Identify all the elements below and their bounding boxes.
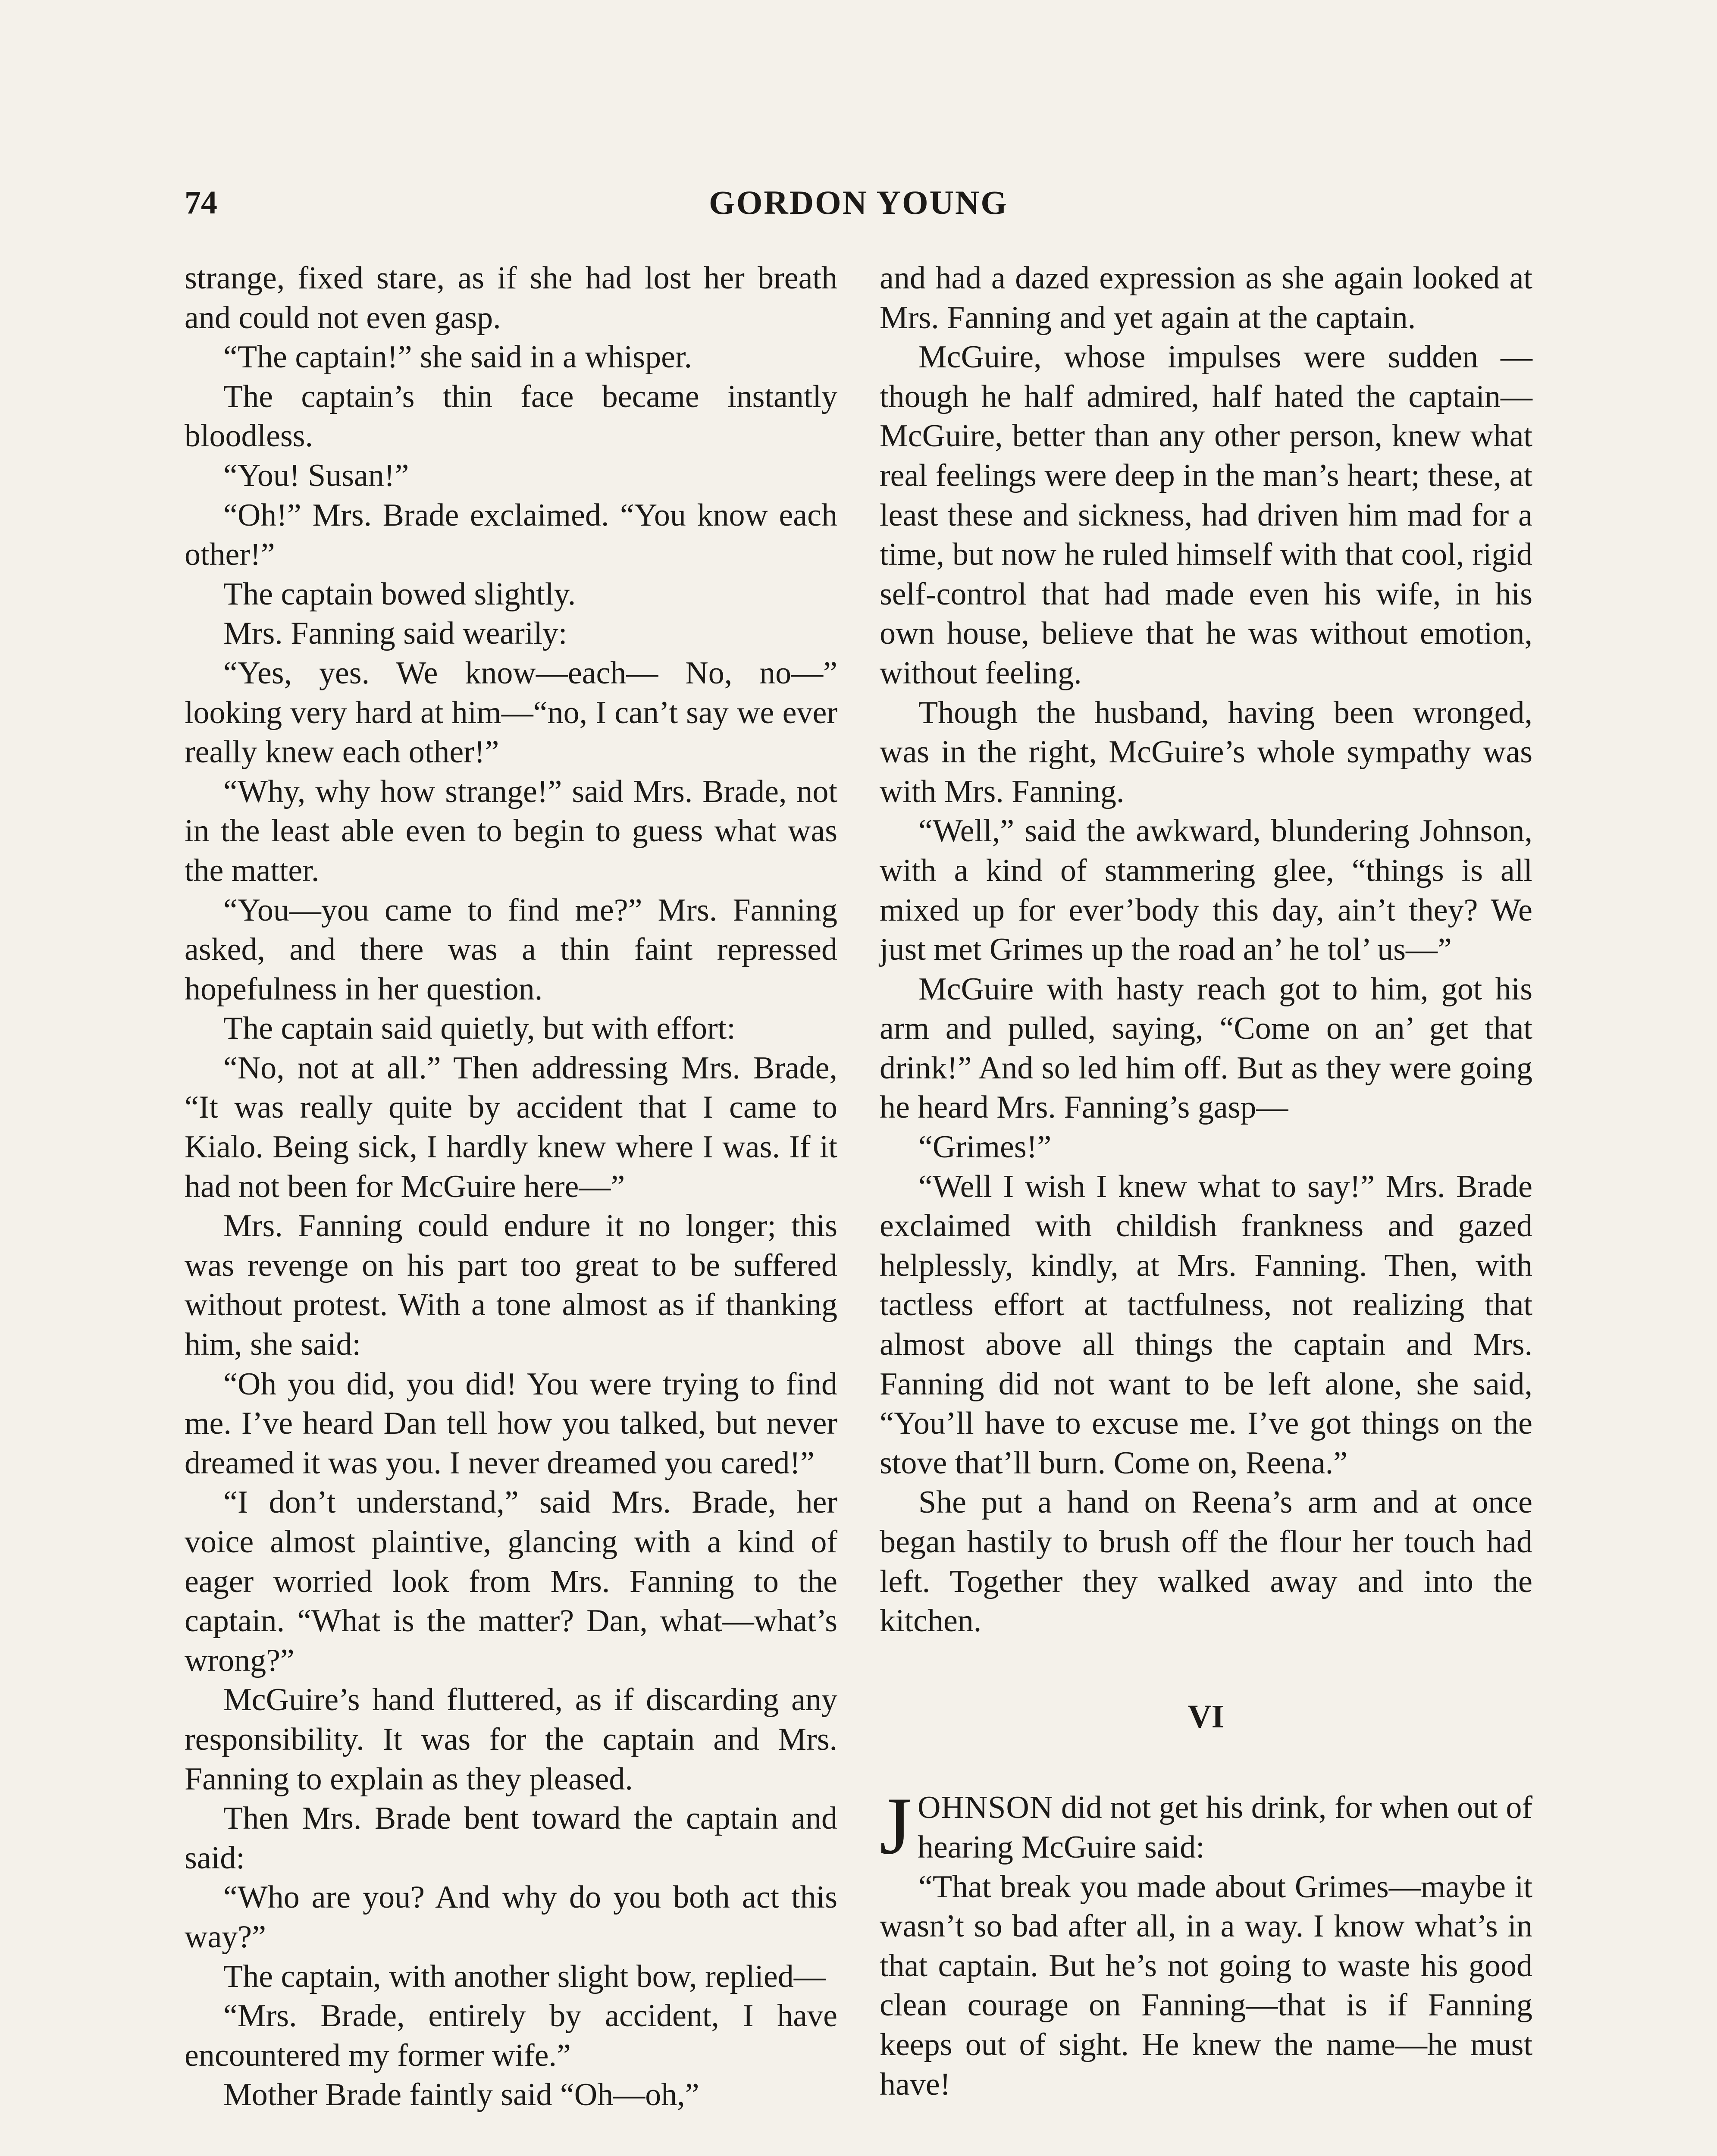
paragraph: The captain bowed slightly. [223,576,576,612]
paragraph: “The captain!” she said in a whisper. [223,339,692,375]
paragraph: Mother Brade faintly said “Oh—oh,” [223,2077,699,2113]
paragraph: McGuire, whose impulses were sudden —though he half admired, half hated the captain—McGuire, better than any other person, knew what real feelings were deep in the man’s heart; these, at least these and sickness, had driven him mad for a time, but now he ruled himself with that cool, rigid self-control that had made even his wife, in his own house, believe that he was without emotion, without feeling. [880,339,1532,691]
right-column [880,259,1532,2104]
dropcap-word-rest: OHNSON [917,1790,1053,1826]
paragraph: strange, fixed stare, as if she had lost her breath and could not even gasp. [185,260,837,335]
paragraph: “Oh!” Mrs. Brade exclaimed. “You know each other!” [185,497,837,573]
paragraph: “You! Susan!” [223,458,409,493]
dropcap-paragraph-text: did not get his drink, for when out of hearing McGuire said: [917,1790,1532,1865]
paragraph: Then Mrs. Brade bent toward the captain and said: [185,1801,837,1876]
paragraph: The captain said quietly, but with effort: [223,1011,736,1047]
paragraph: “Mrs. Brade, entirely by accident, I have encountered my former wife.” [185,1998,837,2073]
paragraph: and had a dazed expression as she again looked at Mrs. Fanning and yet again at the captain. [880,260,1532,335]
paragraph: McGuire’s hand fluttered, as if discarding any responsibility. It was for the captain and Mrs. Fanning to explain as they pleased. [185,1682,837,1797]
right-column-text-before-heading [880,259,1532,1641]
dropcap-letter: J [880,1781,912,1872]
paragraph: “Who are you? And why do you both act this way?” [185,1880,837,1955]
running-title: GORDON YOUNG [709,184,1008,221]
section-heading: VI [1187,1698,1225,1735]
right-column-text-after-heading [880,1868,1532,2105]
paragraph: “Oh you did, you did! You were trying to find me. I’ve heard Dan tell how you talked, but never dreamed it was you. I never dreamed you cared!” [185,1366,837,1481]
paragraph: The captain’s thin face became instantly bloodless. [185,379,837,454]
paragraph: The captain, with another slight bow, replied— [223,1959,826,1994]
paragraph: Mrs. Fanning said wearily: [223,616,567,652]
paragraph: “You—you came to find me?” Mrs. Fanning asked, and there was a thin faint repressed hopefulness in her question. [185,892,837,1007]
paragraph: She put a hand on Reena’s arm and at once began hastily to brush off the flour her touch had left. Together they walked away and into the kitchen. [880,1485,1532,1639]
dropcap-paragraph [880,1781,1532,1872]
left-column [185,259,837,2115]
paragraph: “Grimes!” [918,1129,1052,1165]
paragraph: “Well I wish I knew what to say!” Mrs. Brade exclaimed with childish frankness and gazed helplessly, kindly, at Mrs. Fanning. Then, with tactless effort at tactfulness, not realizing that almost above all things the captain and Mrs. Fanning did not want to be left alone, she said, “You’ll have to excuse me. I’ve got things on the stove that’ll burn. Come on, Reena.” [880,1169,1532,1481]
paragraph: “That break you made about Grimes—maybe it wasn’t so bad after all, in a way. I know what’s in that captain. But he’s not going to waste his good clean courage on Fanning—that is if Fanning keeps out of sight. He knew the name—he must have! [880,1869,1532,2102]
paragraph: “Why, why how strange!” said Mrs. Brade, not in the least able even to begin to guess what was the matter. [185,774,837,888]
paragraph: Though the husband, having been wronged, was in the right, McGuire’s whole sympathy was with Mrs. Fanning. [880,695,1532,809]
paragraph: “Yes, yes. We know—each— No, no—” looking very hard at him—“no, I can’t say we ever really knew each other!” [185,655,837,770]
paragraph: Mrs. Fanning could endure it no longer; this was revenge on his part too great to be suffered without protest. With a tone almost as if thanking him, she said: [185,1208,837,1363]
paragraph: McGuire with hasty reach got to him, got his arm and pulled, saying, “Come on an’ get that drink!” And so led him off. But as they were going he heard Mrs. Fanning’s gasp— [880,971,1532,1125]
paragraph: “Well,” said the awkward, blundering Johnson, with a kind of stammering glee, “things is all mixed up for ever’body this day, ain’t they? We just met Grimes up the road an’ he tol’ us—” [880,813,1532,968]
page-header [185,179,1532,231]
page-number: 74 [185,185,217,221]
paragraph: “No, not at all.” Then addressing Mrs. Brade, “It was really quite by accident that I came to Kialo. Being sick, I hardly knew where I was. If it had not been for McGuire here—” [185,1050,837,1204]
paragraph: “I don’t understand,” said Mrs. Brade, her voice almost plaintive, glancing with a kind of eager worried look from Mrs. Fanning to the captain. “What is the matter? Dan, what—what’s wrong?” [185,1485,837,1678]
